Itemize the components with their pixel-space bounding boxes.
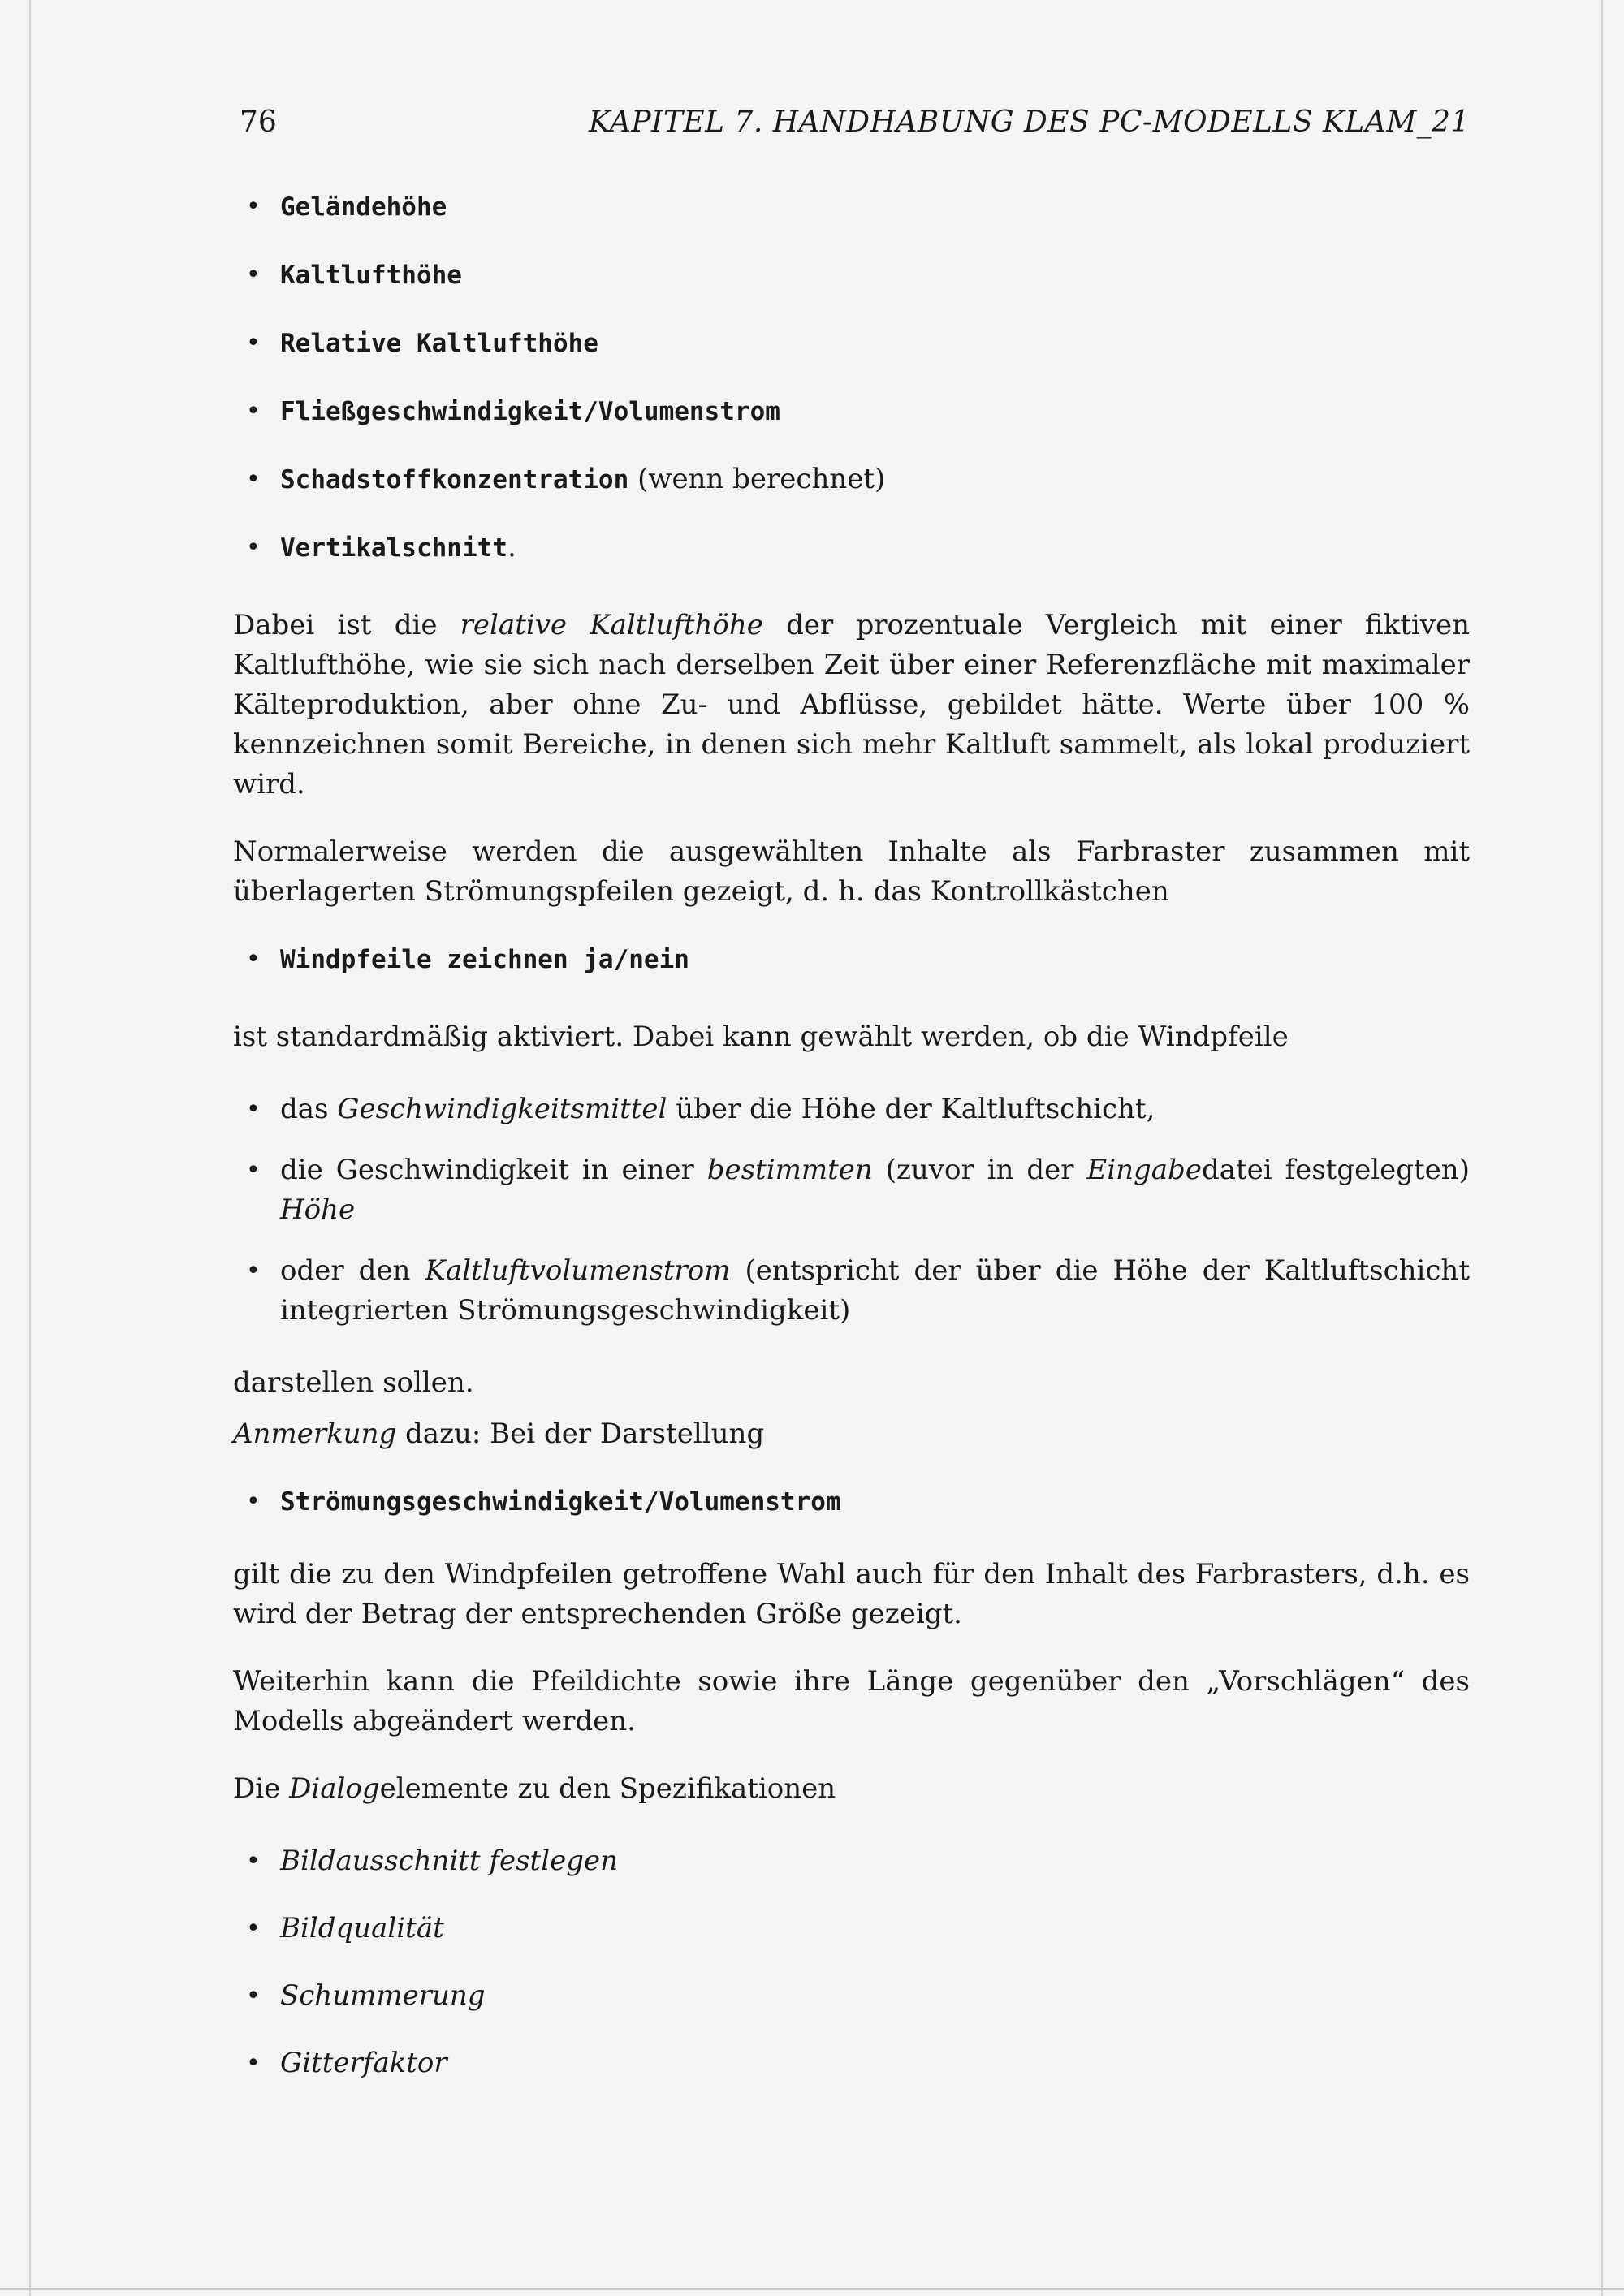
paragraph-default-active: ist standardmäßig aktiviert. Dabei kann gewählt werden, ob die Windpfeile <box>233 1021 1289 1053</box>
list-item: • Strömungsgeschwindigkeit/Volumenstrom <box>233 1482 1470 1522</box>
list-item: • Bildqualität <box>233 1909 1470 1949</box>
list-item: • Geländehöhe <box>233 187 1470 227</box>
running-head: KAPITEL 7. HANDHABUNG DES PC-MODELLS KLAM_21 <box>588 106 1470 139</box>
list-item: • oder den Kaltluftvolumenstrom (entspricht der über die Höhe der Kaltluftschicht integrierten Strömungsgeschwindigkeit) <box>233 1251 1470 1331</box>
page-body <box>233 187 1470 2083</box>
paragraph-normal-display: Normalerweise werden die ausgewählten Inhalte als Farbraster zusammen mit überlagerten Strömungspfeilen gezeigt, d. h. das Kontrollkästchen <box>233 835 1470 908</box>
list-item: • Bildausschnitt festlegen <box>233 1841 1470 1881</box>
list-item: • Schadstoffkonzentration (wenn berechnet) <box>233 460 1470 500</box>
spec-list <box>233 1841 1470 2083</box>
content-list <box>233 187 1470 568</box>
paragraph-dialog-elements: Die Dialogelemente zu den Spezifikationen <box>233 1772 836 1805</box>
list-item: • Gitterfaktor <box>233 2044 1470 2083</box>
page-number: 76 <box>240 106 277 139</box>
list-item: • die Geschwindigkeit in einer bestimmten (zuvor in der Eingabedatei festgelegten) Höhe <box>233 1150 1470 1230</box>
scan-edge-right <box>1601 0 1603 2296</box>
page-header <box>233 97 1470 146</box>
list-item: • Fließgeschwindigkeit/Volumenstrom <box>233 391 1470 432</box>
paragraph-arrow-density: Weiterhin kann die Pfeildichte sowie ihre Länge gegenüber den „Vorschlägen“ des Modells abgeändert werden. <box>233 1665 1470 1737</box>
scan-edge-bottom <box>0 2288 1624 2290</box>
paragraph-relative-height: Dabei ist die relative Kaltlufthöhe der prozentuale Vergleich mit einer fiktiven Kaltlufthöhe, wie sie sich nach derselben Zeit über einer Referenzfläche mit maximaler Kälteproduktion, aber ohne Zu- und Abflüsse, gebildet hätte. Werte über 100 % kennzeichnen somit Bereiche, in denen sich mehr Kaltluft sammelt, als lokal produziert wird. <box>233 609 1470 801</box>
paragraph-note: Anmerkung dazu: Bei der Darstellung <box>233 1418 765 1450</box>
note-list <box>233 1482 1470 1522</box>
arrow-options-list <box>233 1090 1470 1331</box>
scan-edge-left <box>29 0 31 2296</box>
list-item: • Windpfeile zeichnen ja/nein <box>233 939 1470 980</box>
list-item: • Kaltlufthöhe <box>233 255 1470 296</box>
paragraph-choice-applies: gilt die zu den Windpfeilen getroffene Wahl auch für den Inhalt des Farbrasters, d.h. es wird der Betrag der entsprechenden Größe gezeigt. <box>233 1558 1470 1630</box>
list-item: • Schummerung <box>233 1976 1470 2016</box>
list-item: • das Geschwindigkeitsmittel über die Höhe der Kaltluftschicht, <box>233 1090 1470 1129</box>
list-item: • Relative Kaltlufthöhe <box>233 323 1470 364</box>
checkbox-list <box>233 939 1470 980</box>
list-item: • Vertikalschnitt. <box>233 528 1470 568</box>
paragraph-display-should: darstellen sollen. <box>233 1366 474 1399</box>
